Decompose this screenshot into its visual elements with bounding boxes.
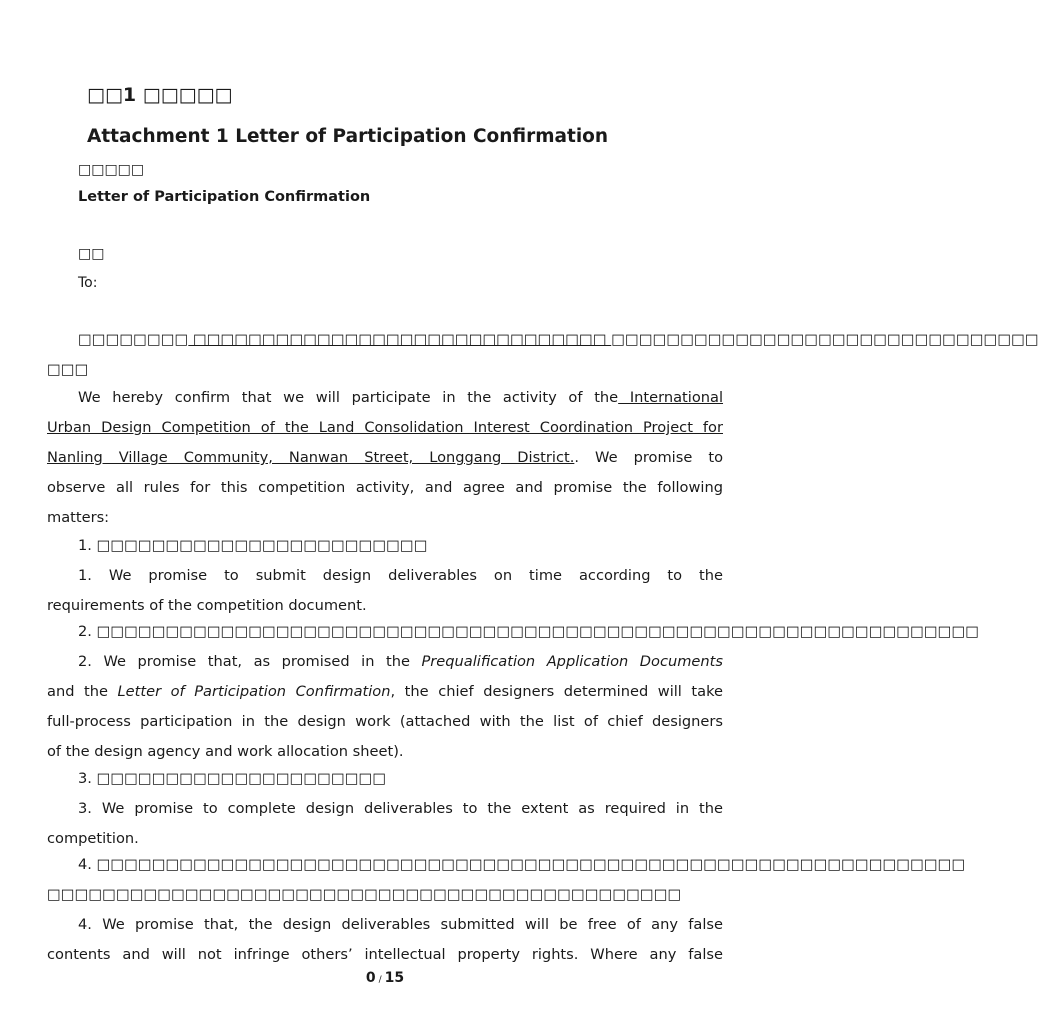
letter-title-en: Letter of Participation Confirmation [78,189,371,205]
attachment-title-en: Attachment 1 Letter of Participation Confirmation [87,126,609,147]
promise-3-cn: 3. □□□□□□□□□□□□□□□□□□□□□ [78,770,387,787]
promise-item-4: 4. □□□□□□□□□□□□□□□□□□□□□□□□□□□□□□□□□□□□□□□□□□□□□□□□□□□□□□□□□□□□□□□ □□□□□□□□□□□□□□□□□□□□□□□□□□□□□□□□□□□□□□□□□□□□□□ 4. We promise that, the design deliverables submitted will be free of any false contents and will not infringe others’ intellectual property rights. Where any false [47,850,723,970]
letter-title-cn: □□□□□ [78,162,145,178]
recipient-label-cn: □□ [78,246,105,262]
project-name-cn: □□□□□□□□□□□□□□□□□□□□□□□□□□□□□□ [188,331,612,348]
page-current: 0 [365,970,376,986]
page-total: 15 [384,970,405,986]
project-name-en-part2: Urban Design Competition of the Land Consolidation Interest Coordination Project for [47,419,723,436]
confirmation-letter-ref: Letter of Participation Confirmation [117,683,391,700]
project-name-en-part1: International [618,389,724,406]
recipient-label-en: To: [78,275,98,291]
promise-2-cn: 2. □□□□□□□□□□□□□□□□□□□□□□□□□□□□□□□□□□□□□□□□□□□□□□□□□□□□□□□□□□□□□□□□ [78,623,980,640]
page-number [0,970,770,986]
promise-item-3: 3. □□□□□□□□□□□□□□□□□□□□□ 3. We promise to complete design deliverables to the extent as required in the competition. [47,764,723,854]
page-separator: / [378,975,382,985]
prequalification-doc-ref: Prequalification Application Documents [421,653,723,670]
promise-item-1: 1. □□□□□□□□□□□□□□□□□□□□□□□□ 1. We promise to submit design deliverables on time according to the requirements of the competition document. [47,531,723,621]
intro-paragraph-en: We hereby confirm that we will participate in the activity of the International Urban Design Competition of the Land Consolidation Interest Coordination Project for Nanling Village Community, Nanwan Street, Longgang District.. We promise to observe all rules for this competition activity, and agree and promise the following matters: [47,389,724,526]
project-name-en-part3: Nanling Village Community, Nanwan Street, Longgang District. [47,449,575,466]
promise-4-cn: 4. □□□□□□□□□□□□□□□□□□□□□□□□□□□□□□□□□□□□□□□□□□□□□□□□□□□□□□□□□□□□□□□ [78,856,966,873]
intro-paragraph-cn: □□□□□□□□ □□□□□□□□□□□□□□□□□□□□□□□□□□□□□□ □□□□□□□□□□□□□□□□□□□□□□□□□□□□□□□ □□□ [47,331,1039,378]
promise-1-cn: 1. □□□□□□□□□□□□□□□□□□□□□□□□ [78,537,428,554]
attachment-title-cn: □□1 □□□□□ [87,84,233,106]
promise-item-2: 2. □□□□□□□□□□□□□□□□□□□□□□□□□□□□□□□□□□□□□□□□□□□□□□□□□□□□□□□□□□□□□□□□ 2. We promise that, as promised in the Prequalification Application Documents and the Letter of Participation Confirmation, the chief designers determined will take full-process participation in the design work (attached with the list of chief designers of the design agency and work allocation sheet). [47,617,723,767]
